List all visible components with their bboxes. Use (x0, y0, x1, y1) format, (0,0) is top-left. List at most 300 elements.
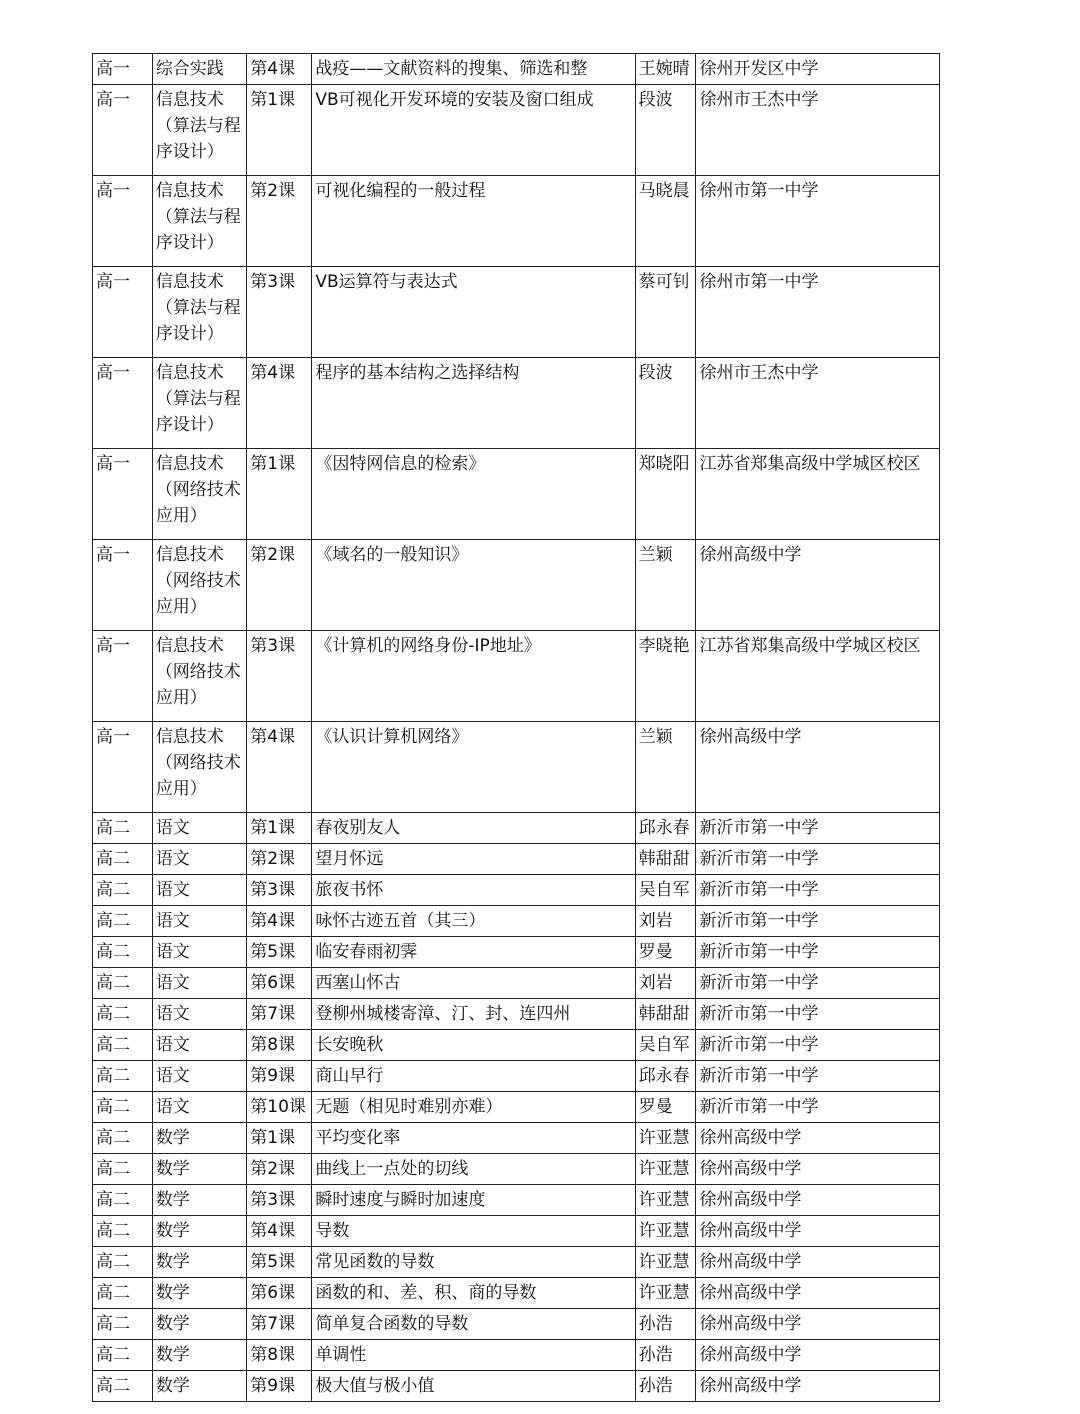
teacher-cell (635, 813, 696, 844)
teacher-cell (635, 1216, 696, 1247)
subject-cell-text: 信息技术（算法与程序设计） (155, 181, 241, 253)
grade-cell (93, 999, 153, 1030)
teacher-cell-text: 罗曼 (638, 942, 673, 962)
school-cell (696, 1154, 940, 1185)
school-cell-text: 徐州市王杰中学 (699, 90, 819, 110)
lesson-title-cell-text: 《认识计算机网络》 (315, 727, 469, 747)
subject-cell-text: 信息技术（网络技术应用） (155, 727, 241, 799)
lesson-cell-text: 第1课 (250, 818, 296, 838)
lesson-title-cell-text: 咏怀古迹五首（其三） (315, 911, 486, 931)
grade-cell (93, 1247, 153, 1278)
grade-cell (93, 176, 153, 267)
lesson-title-cell-text: 无题（相见时难别亦难） (315, 1097, 503, 1117)
lesson-cell (247, 1247, 312, 1278)
table-row (93, 1030, 940, 1061)
table-row (93, 844, 940, 875)
grade-cell (93, 267, 153, 358)
grade-cell (93, 358, 153, 449)
school-cell-text: 徐州高级中学 (699, 1314, 802, 1334)
school-cell (696, 1185, 940, 1216)
school-cell (696, 1309, 940, 1340)
teacher-cell-text: 孙浩 (638, 1314, 673, 1334)
school-cell (696, 85, 940, 176)
teacher-cell (635, 999, 696, 1030)
teacher-cell (635, 875, 696, 906)
lesson-cell (247, 1371, 312, 1402)
lesson-title-cell-text: 《因特网信息的检索》 (315, 454, 486, 474)
table-row (93, 1371, 940, 1402)
school-cell (696, 1247, 940, 1278)
lesson-title-cell-text: 商山早行 (315, 1066, 384, 1086)
subject-cell (152, 1123, 246, 1154)
teacher-cell (635, 1340, 696, 1371)
school-cell-text: 徐州高级中学 (699, 1128, 802, 1148)
subject-cell-text: 信息技术（网络技术应用） (155, 636, 241, 708)
teacher-cell-text: 罗曼 (638, 1097, 673, 1117)
grade-cell-text: 高二 (96, 1128, 130, 1148)
school-cell-text: 新沂市第一中学 (699, 942, 819, 962)
subject-cell-text: 数学 (155, 1221, 190, 1241)
school-cell (696, 540, 940, 631)
lesson-title-cell-text: 可视化编程的一般过程 (315, 181, 486, 201)
table-row (93, 1154, 940, 1185)
teacher-cell (635, 968, 696, 999)
subject-cell (152, 1092, 246, 1123)
school-cell (696, 1340, 940, 1371)
lesson-title-cell (312, 937, 635, 968)
lesson-cell-text: 第2课 (250, 849, 296, 869)
table-row (93, 1092, 940, 1123)
school-cell (696, 813, 940, 844)
lesson-title-cell (312, 1092, 635, 1123)
lesson-title-cell-text: 临安春雨初霁 (315, 942, 418, 962)
teacher-cell (635, 54, 696, 85)
teacher-cell (635, 1309, 696, 1340)
grade-cell (93, 1216, 153, 1247)
subject-cell (152, 937, 246, 968)
teacher-cell-text: 段波 (638, 363, 673, 383)
lesson-title-cell (312, 1123, 635, 1154)
lesson-title-cell (312, 1371, 635, 1402)
grade-cell (93, 449, 153, 540)
teacher-cell (635, 1061, 696, 1092)
grade-cell-text: 高一 (96, 363, 130, 383)
lesson-cell (247, 449, 312, 540)
lesson-cell-text: 第4课 (250, 59, 296, 79)
table-row (93, 1061, 940, 1092)
subject-cell-text: 综合实践 (155, 59, 224, 79)
subject-cell-text: 数学 (155, 1159, 190, 1179)
subject-cell-text: 语文 (155, 818, 190, 838)
teacher-cell-text: 许亚慧 (638, 1190, 690, 1210)
grade-cell-text: 高一 (96, 454, 130, 474)
lesson-cell (247, 968, 312, 999)
lesson-cell (247, 1061, 312, 1092)
lesson-cell-text: 第8课 (250, 1035, 296, 1055)
school-cell-text: 徐州高级中学 (699, 1190, 802, 1210)
teacher-cell (635, 176, 696, 267)
teacher-cell-text: 刘岩 (638, 911, 673, 931)
lesson-cell (247, 999, 312, 1030)
teacher-cell-text: 韩甜甜 (638, 849, 690, 869)
grade-cell (93, 844, 153, 875)
lesson-title-cell-text: 春夜别友人 (315, 818, 401, 838)
lesson-cell-text: 第5课 (250, 1252, 296, 1272)
lesson-cell-text: 第6课 (250, 973, 296, 993)
table-row (93, 449, 940, 540)
subject-cell (152, 875, 246, 906)
grade-cell-text: 高二 (96, 973, 130, 993)
lesson-cell-text: 第2课 (250, 545, 296, 565)
lesson-title-cell (312, 449, 635, 540)
school-cell-text: 江苏省郑集高级中学城区校区 (699, 636, 921, 656)
grade-cell-text: 高二 (96, 911, 130, 931)
teacher-cell (635, 1247, 696, 1278)
subject-cell (152, 176, 246, 267)
school-cell (696, 1061, 940, 1092)
school-cell-text: 新沂市第一中学 (699, 973, 819, 993)
table-row (93, 875, 940, 906)
subject-cell-text: 语文 (155, 1035, 190, 1055)
lesson-cell (247, 844, 312, 875)
lesson-cell-text: 第7课 (250, 1004, 296, 1024)
subject-cell (152, 844, 246, 875)
subject-cell-text: 数学 (155, 1376, 190, 1396)
teacher-cell-text: 刘岩 (638, 973, 673, 993)
lesson-cell (247, 875, 312, 906)
lesson-title-cell-text: 平均变化率 (315, 1128, 401, 1148)
grade-cell (93, 722, 153, 813)
grade-cell (93, 1185, 153, 1216)
teacher-cell (635, 540, 696, 631)
lesson-cell-text: 第7课 (250, 1314, 296, 1334)
lesson-title-cell-text: 函数的和、差、积、商的导数 (315, 1283, 537, 1303)
school-cell (696, 906, 940, 937)
subject-cell (152, 1371, 246, 1402)
lesson-title-cell (312, 906, 635, 937)
lesson-title-cell (312, 1309, 635, 1340)
grade-cell (93, 1123, 153, 1154)
grade-cell (93, 1371, 153, 1402)
school-cell-text: 徐州高级中学 (699, 1345, 802, 1365)
schedule-body (93, 54, 940, 1402)
lesson-cell-text: 第1课 (250, 90, 296, 110)
subject-cell-text: 语文 (155, 849, 190, 869)
grade-cell-text: 高一 (96, 727, 130, 747)
lesson-cell (247, 1154, 312, 1185)
school-cell-text: 新沂市第一中学 (699, 849, 819, 869)
school-cell-text: 徐州高级中学 (699, 1221, 802, 1241)
teacher-cell (635, 358, 696, 449)
teacher-cell-text: 邱永春 (638, 818, 690, 838)
grade-cell-text: 高二 (96, 849, 130, 869)
grade-cell-text: 高二 (96, 942, 130, 962)
lesson-cell (247, 937, 312, 968)
lesson-cell-text: 第2课 (250, 1159, 296, 1179)
school-cell (696, 968, 940, 999)
lesson-cell (247, 54, 312, 85)
lesson-cell (247, 1185, 312, 1216)
school-cell (696, 722, 940, 813)
subject-cell (152, 1340, 246, 1371)
teacher-cell-text: 韩甜甜 (638, 1004, 690, 1024)
grade-cell-text: 高二 (96, 1035, 130, 1055)
lesson-title-cell (312, 540, 635, 631)
grade-cell-text: 高一 (96, 272, 130, 292)
subject-cell-text: 语文 (155, 973, 190, 993)
subject-cell-text: 信息技术（算法与程序设计） (155, 363, 241, 435)
grade-cell-text: 高一 (96, 545, 130, 565)
teacher-cell-text: 许亚慧 (638, 1252, 690, 1272)
grade-cell (93, 968, 153, 999)
table-row (93, 968, 940, 999)
grade-cell (93, 1092, 153, 1123)
lesson-title-cell-text: 西塞山怀古 (315, 973, 401, 993)
school-cell-text: 徐州高级中学 (699, 1159, 802, 1179)
lesson-title-cell-text: 望月怀远 (315, 849, 384, 869)
teacher-cell (635, 722, 696, 813)
school-cell-text: 徐州高级中学 (699, 1252, 802, 1272)
teacher-cell (635, 1278, 696, 1309)
subject-cell-text: 数学 (155, 1283, 190, 1303)
teacher-cell-text: 吴自军 (638, 880, 690, 900)
school-cell-text: 徐州市第一中学 (699, 272, 819, 292)
table-row (93, 1216, 940, 1247)
teacher-cell-text: 许亚慧 (638, 1159, 690, 1179)
grade-cell (93, 875, 153, 906)
lesson-cell-text: 第5课 (250, 942, 296, 962)
course-schedule-table (92, 53, 940, 1402)
subject-cell (152, 813, 246, 844)
subject-cell (152, 267, 246, 358)
subject-cell (152, 1278, 246, 1309)
grade-cell (93, 813, 153, 844)
grade-cell-text: 高二 (96, 1159, 130, 1179)
lesson-title-cell (312, 968, 635, 999)
lesson-cell (247, 85, 312, 176)
subject-cell-text: 信息技术（网络技术应用） (155, 454, 241, 526)
school-cell-text: 新沂市第一中学 (699, 818, 819, 838)
subject-cell (152, 1247, 246, 1278)
table-row (93, 540, 940, 631)
lesson-title-cell (312, 1030, 635, 1061)
subject-cell-text: 语文 (155, 880, 190, 900)
lesson-title-cell-text: 曲线上一点处的切线 (315, 1159, 469, 1179)
lesson-cell-text: 第1课 (250, 454, 296, 474)
school-cell-text: 徐州高级中学 (699, 1283, 802, 1303)
teacher-cell-text: 蔡可钊 (638, 272, 690, 292)
school-cell-text: 新沂市第一中学 (699, 880, 819, 900)
lesson-cell (247, 1278, 312, 1309)
lesson-cell-text: 第3课 (250, 272, 296, 292)
school-cell-text: 新沂市第一中学 (699, 1004, 819, 1024)
school-cell (696, 1092, 940, 1123)
school-cell (696, 1278, 940, 1309)
subject-cell (152, 1185, 246, 1216)
grade-cell (93, 1309, 153, 1340)
lesson-title-cell-text: 导数 (315, 1221, 350, 1241)
lesson-cell-text: 第3课 (250, 636, 296, 656)
table-row (93, 1340, 940, 1371)
grade-cell-text: 高二 (96, 1221, 130, 1241)
school-cell-text: 新沂市第一中学 (699, 1066, 819, 1086)
grade-cell (93, 540, 153, 631)
grade-cell (93, 1061, 153, 1092)
school-cell (696, 267, 940, 358)
lesson-cell-text: 第8课 (250, 1345, 296, 1365)
grade-cell-text: 高二 (96, 1283, 130, 1303)
subject-cell (152, 631, 246, 722)
lesson-title-cell (312, 1340, 635, 1371)
teacher-cell-text: 许亚慧 (638, 1283, 690, 1303)
teacher-cell-text: 许亚慧 (638, 1128, 690, 1148)
teacher-cell-text: 段波 (638, 90, 673, 110)
grade-cell-text: 高二 (96, 1314, 130, 1334)
teacher-cell (635, 267, 696, 358)
lesson-cell-text: 第3课 (250, 880, 296, 900)
teacher-cell (635, 937, 696, 968)
lesson-title-cell (312, 267, 635, 358)
subject-cell (152, 449, 246, 540)
school-cell (696, 176, 940, 267)
grade-cell-text: 高二 (96, 1345, 130, 1365)
subject-cell (152, 1309, 246, 1340)
table-row (93, 176, 940, 267)
subject-cell-text: 信息技术（算法与程序设计） (155, 272, 241, 344)
lesson-cell-text: 第9课 (250, 1376, 296, 1396)
lesson-cell (247, 906, 312, 937)
teacher-cell (635, 1185, 696, 1216)
school-cell (696, 1030, 940, 1061)
lesson-title-cell-text: 极大值与极小值 (315, 1376, 435, 1396)
table-row (93, 267, 940, 358)
subject-cell-text: 语文 (155, 1004, 190, 1024)
teacher-cell-text: 吴自军 (638, 1035, 690, 1055)
table-row (93, 358, 940, 449)
table-row (93, 722, 940, 813)
lesson-title-cell-text: 瞬时速度与瞬时加速度 (315, 1190, 486, 1210)
grade-cell-text: 高二 (96, 1376, 130, 1396)
grade-cell-text: 高一 (96, 59, 130, 79)
school-cell (696, 1371, 940, 1402)
school-cell (696, 844, 940, 875)
subject-cell (152, 968, 246, 999)
lesson-title-cell-text: 简单复合函数的导数 (315, 1314, 469, 1334)
lesson-cell (247, 540, 312, 631)
lesson-cell-text: 第6课 (250, 1283, 296, 1303)
teacher-cell (635, 449, 696, 540)
lesson-cell (247, 1092, 312, 1123)
school-cell (696, 449, 940, 540)
table-row (93, 54, 940, 85)
subject-cell (152, 999, 246, 1030)
school-cell (696, 1216, 940, 1247)
lesson-cell (247, 722, 312, 813)
lesson-title-cell-text: 旅夜书怀 (315, 880, 384, 900)
grade-cell (93, 85, 153, 176)
lesson-title-cell (312, 85, 635, 176)
subject-cell-text: 数学 (155, 1345, 190, 1365)
grade-cell-text: 高二 (96, 1190, 130, 1210)
teacher-cell (635, 1154, 696, 1185)
lesson-cell (247, 813, 312, 844)
teacher-cell-text: 兰颖 (638, 727, 673, 747)
lesson-title-cell (312, 1154, 635, 1185)
table-row (93, 85, 940, 176)
subject-cell-text: 数学 (155, 1128, 190, 1148)
school-cell-text: 新沂市第一中学 (699, 1097, 819, 1117)
table-row (93, 906, 940, 937)
teacher-cell-text: 兰颖 (638, 545, 673, 565)
subject-cell-text: 信息技术（算法与程序设计） (155, 90, 241, 162)
grade-cell (93, 1278, 153, 1309)
lesson-cell-text: 第4课 (250, 1221, 296, 1241)
lesson-title-cell (312, 844, 635, 875)
lesson-title-cell (312, 54, 635, 85)
table-row (93, 937, 940, 968)
lesson-title-cell (312, 813, 635, 844)
teacher-cell (635, 1092, 696, 1123)
subject-cell-text: 数学 (155, 1314, 190, 1334)
table-row (93, 999, 940, 1030)
table-row (93, 1247, 940, 1278)
lesson-cell-text: 第10课 (250, 1097, 306, 1117)
subject-cell (152, 358, 246, 449)
lesson-title-cell-text: 程序的基本结构之选择结构 (315, 363, 520, 383)
table-row (93, 1123, 940, 1154)
lesson-cell (247, 1340, 312, 1371)
table-row (93, 1185, 940, 1216)
subject-cell (152, 1154, 246, 1185)
school-cell (696, 937, 940, 968)
teacher-cell (635, 906, 696, 937)
lesson-title-cell (312, 1216, 635, 1247)
grade-cell-text: 高二 (96, 1066, 130, 1086)
teacher-cell (635, 85, 696, 176)
school-cell (696, 875, 940, 906)
subject-cell (152, 85, 246, 176)
lesson-title-cell (312, 358, 635, 449)
lesson-cell (247, 1216, 312, 1247)
subject-cell-text: 数学 (155, 1190, 190, 1210)
lesson-title-cell (312, 1061, 635, 1092)
lesson-title-cell-text: 长安晚秋 (315, 1035, 384, 1055)
teacher-cell-text: 许亚慧 (638, 1221, 690, 1241)
grade-cell-text: 高二 (96, 880, 130, 900)
table-row (93, 813, 940, 844)
grade-cell-text: 高二 (96, 1004, 130, 1024)
subject-cell (152, 1030, 246, 1061)
school-cell-text: 徐州市第一中学 (699, 181, 819, 201)
teacher-cell (635, 1371, 696, 1402)
subject-cell (152, 54, 246, 85)
school-cell-text: 徐州市王杰中学 (699, 363, 819, 383)
lesson-title-cell-text: 单调性 (315, 1345, 367, 1365)
grade-cell (93, 631, 153, 722)
teacher-cell-text: 郑晓阳 (638, 454, 690, 474)
school-cell (696, 358, 940, 449)
teacher-cell (635, 1030, 696, 1061)
school-cell (696, 1123, 940, 1154)
teacher-cell-text: 孙浩 (638, 1345, 673, 1365)
lesson-cell-text: 第4课 (250, 363, 296, 383)
subject-cell (152, 722, 246, 813)
teacher-cell (635, 844, 696, 875)
grade-cell-text: 高一 (96, 636, 130, 656)
lesson-title-cell (312, 631, 635, 722)
school-cell (696, 631, 940, 722)
lesson-cell-text: 第4课 (250, 727, 296, 747)
